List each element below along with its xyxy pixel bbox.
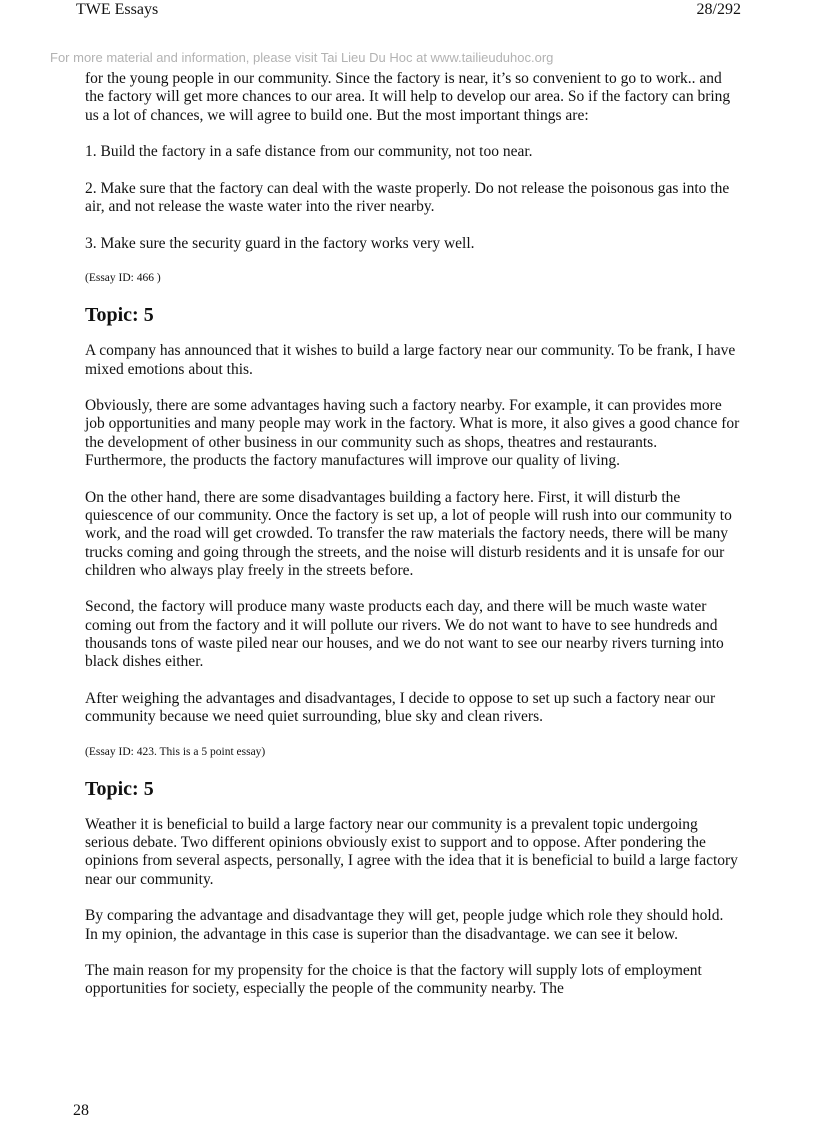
paragraph: By comparing the advantage and disadvantage they will get, people judge which role they should hold. In my opinion, the advantage in this case is superior than the disadvantage. we can see it below.	[85, 907, 724, 943]
page-indicator: 28/292	[696, 1, 741, 18]
list-item: 1. Build the factory in a safe distance from our community, not too near.	[85, 143, 533, 161]
essay-id-note: (Essay ID: 466 )	[85, 272, 161, 285]
paragraph: On the other hand, there are some disadvantages building a factory here. First, it will disturb the quiescence of our community. Once the factory is set up, a lot of people will rush into our community to work, and the road will get crowded. To transfer the raw materials the factory needs, there will be many trucks coming and going through the streets, and the noise will disturb residents and it is unsafe for our children who always play freely in the streets before.	[85, 488, 732, 579]
paragraph: After weighing the advantages and disadvantages, I decide to oppose to set up such a factory near our community because we need quiet surrounding, blue sky and clean rivers.	[85, 689, 716, 726]
paragraph: The main reason for my propensity for the choice is that the factory will supply lots of employment opportunities for society, especially the people of the community nearby. The	[85, 962, 702, 998]
list-item: 2. Make sure that the factory can deal with the waste properly. Do not release the poisonous gas into the air, and not release the waste water into the river nearby.	[85, 179, 730, 216]
essay-id-note: (Essay ID: 423. This is a 5 point essay)	[85, 745, 266, 758]
paragraph: Obviously, there are some advantages having such a factory nearby. For example, it can provides more job opportunities and many people may work in the factory. What is more, it also gives a good chance for the development of other business in our community such as shops, theatres and restaurants. Furthermore, the products the factory manufactures will improve our quality of living.	[85, 397, 740, 470]
essay-body	[85, 70, 740, 1017]
topic-heading: Topic: 5	[85, 304, 154, 327]
topic-heading: Topic: 5	[85, 777, 154, 800]
paragraph: for the young people in our community. Since the factory is near, it’s so convenient to go to work.. and the factory will get more chances to our area. It will help to develop our area. So if the factory can bring us a lot of chances, we will agree to build one. But the most important things are:	[85, 70, 731, 124]
paragraph: Second, the factory will produce many waste products each day, and there will be much waste water coming out from the factory and it will pollute our rivers. We do not want to have to see hundreds and thousands tons of waste piled near our houses, and we do not want to see our nearby rivers turning into black dishes either.	[85, 598, 724, 671]
running-header-title: TWE Essays	[76, 1, 159, 18]
watermark-text: For more material and information, please visit Tai Lieu Du Hoc at www.tailieuduhoc.org	[50, 50, 554, 65]
page-number: 28	[73, 1102, 89, 1119]
paragraph: Weather it is beneficial to build a large factory near our community is a prevalent topic undergoing serious debate. Two different opinions obviously exist to support and to oppose. After pondering the opinions from several aspects, personally, I agree with the idea that it is beneficial to build a large factory near our community.	[85, 815, 738, 888]
paragraph: A company has announced that it wishes to build a large factory near our community. To be frank, I have mixed emotions about this.	[85, 342, 736, 378]
list-item: 3. Make sure the security guard in the factory works very well.	[85, 234, 475, 252]
